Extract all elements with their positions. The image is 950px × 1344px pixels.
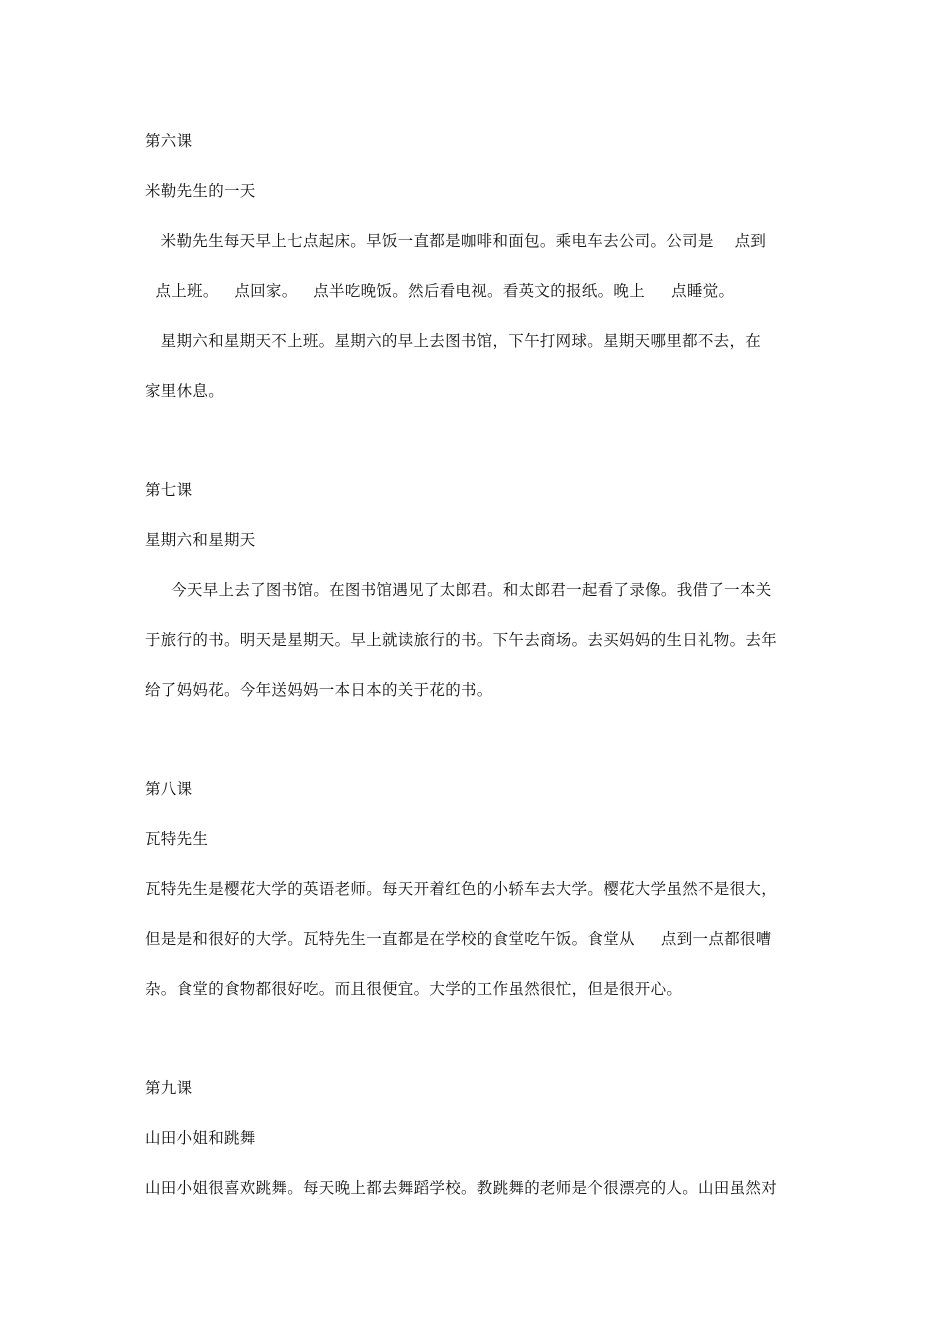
lesson-7-heading: 第七课: [145, 481, 193, 499]
lesson-8-line-2: 但是是和很好的大学。瓦特先生一直都是在学校的食堂吃午饭。食堂从 点到一点都很嘈: [145, 930, 772, 948]
lesson-6-line-4: 家里休息。: [145, 382, 225, 400]
lesson-6-title: 米勒先生的一天: [145, 182, 256, 200]
lesson-7-title: 星期六和星期天: [145, 531, 256, 549]
lesson-9-heading: 第九课: [145, 1079, 193, 1097]
lesson-6-line-3: 星期六和星期天不上班。星期六的早上去图书馆，下午打网球。星期天哪里都不去，在: [145, 332, 762, 350]
lesson-6-heading: 第六课: [145, 132, 193, 150]
lesson-7-line-2: 于旅行的书。明天是星期天。早上就读旅行的书。下午去商场。去买妈妈的生日礼物。去年: [145, 631, 778, 649]
lesson-7-line-3: 给了妈妈花。今年送妈妈一本日本的关于花的书。: [145, 681, 493, 699]
lesson-7-line-1: 今天早上去了图书馆。在图书馆遇见了太郎君。和太郎君一起看了录像。我借了一本关: [145, 581, 772, 599]
lesson-8-line-3: 杂。食堂的食物都很好吃。而且很便宜。大学的工作虽然很忙，但是很开心。: [145, 980, 683, 998]
lesson-8-line-1: 瓦特先生是樱花大学的英语老师。每天开着红色的小轿车去大学。樱花大学虽然不是很大，: [145, 880, 778, 898]
lesson-6-line-2: 点上班。 点回家。 点半吃晚饭。然后看电视。看英文的报纸。晚上 点睡觉。: [145, 282, 735, 300]
lesson-8-title: 瓦特先生: [145, 830, 209, 848]
lesson-9-line-1: 山田小姐很喜欢跳舞。每天晚上都去舞蹈学校。教跳舞的老师是个很漂亮的人。山田虽然对: [145, 1179, 778, 1197]
lesson-9-title: 山田小姐和跳舞: [145, 1129, 256, 1147]
lesson-6-line-1: 米勒先生每天早上七点起床。早饭一直都是咖啡和面包。乘电车去公司。公司是 点到: [145, 232, 767, 250]
lesson-8-heading: 第八课: [145, 780, 193, 798]
